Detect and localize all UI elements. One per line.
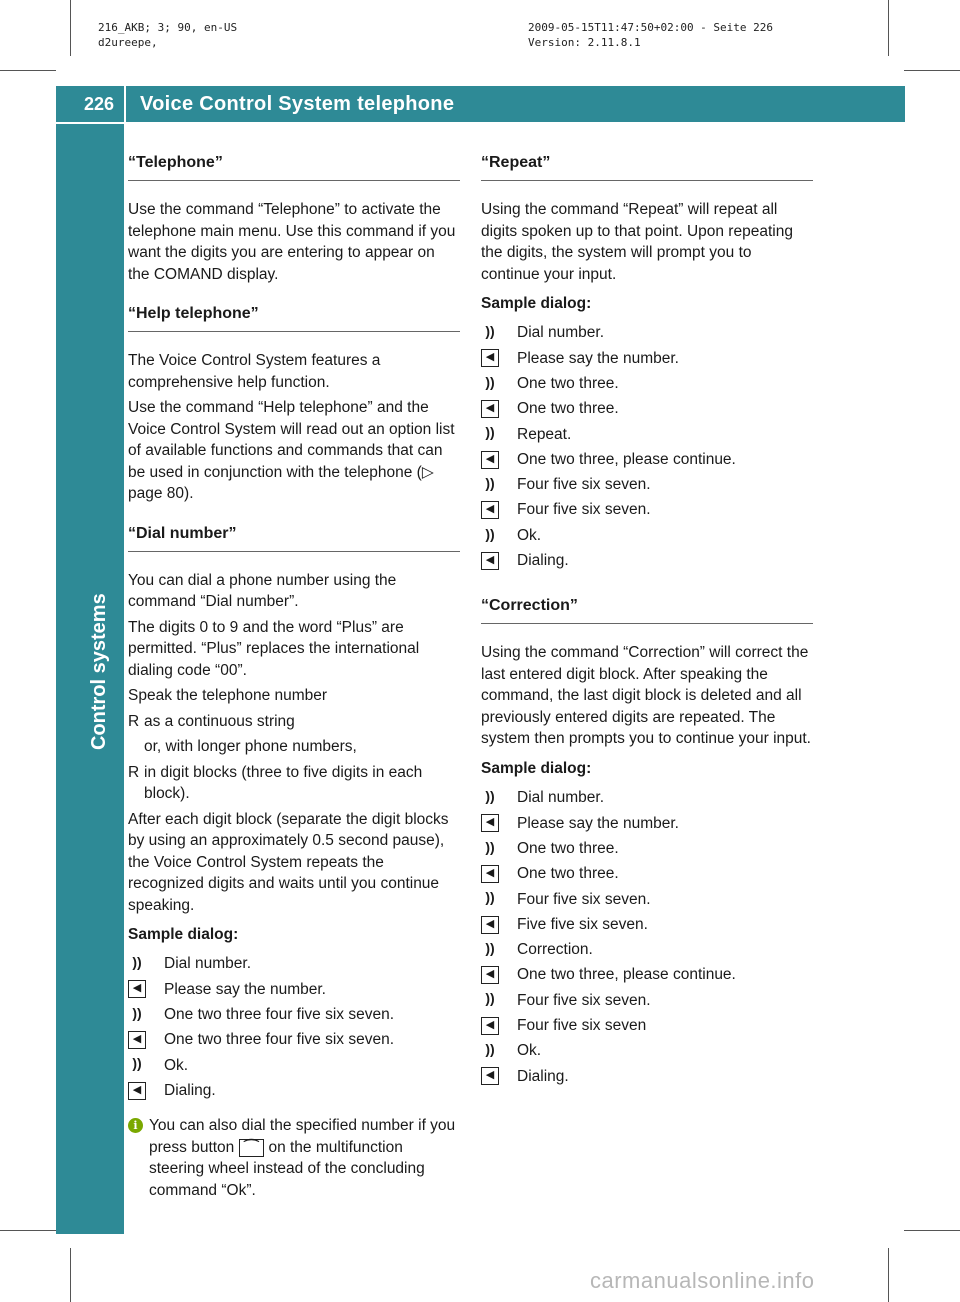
dialog-list — [128, 952, 460, 1104]
dialog-text: Please say the number. — [517, 814, 679, 832]
dialog-text: Four five six seven. — [517, 991, 651, 1009]
speaking-person-icon: )) — [485, 474, 495, 491]
dialog-line — [481, 988, 813, 1013]
dialog-text: Repeat. — [517, 425, 572, 443]
dialog-text: One two three, please continue. — [517, 450, 736, 468]
dialog-text: Please say the number. — [164, 980, 326, 998]
sample-label: Sample dialog: — [128, 926, 239, 943]
dialog-list — [481, 785, 813, 1089]
dialog-text: Dialing. — [517, 552, 569, 570]
page-number: 226 — [84, 94, 115, 114]
info-note — [128, 1115, 460, 1201]
section-heading: “Correction” — [481, 595, 813, 624]
paragraph: The Voice Control System features a comprehensive help function. — [128, 352, 381, 391]
dialog-line — [481, 523, 813, 548]
paragraph: Using the command “Repeat” will repeat all digits spoken up to that point. Upon repeating the digits, the system will prompt you to continue your input. — [481, 201, 793, 283]
dialog-line — [481, 811, 813, 836]
speaking-person-icon: )) — [485, 838, 495, 855]
crop-mark — [0, 1230, 56, 1231]
speaker-icon: ◀ — [481, 1017, 499, 1035]
dialog-text: Four five six seven — [517, 1017, 647, 1035]
paragraph: After each digit block (separate the digit blocks by using an approximately 0.5 second pause), the Voice Control System repeats the recognized digits and waits until you continue speaking. — [128, 810, 449, 914]
list-item-text: as a continuous string — [144, 712, 295, 730]
crop-mark — [904, 1230, 960, 1231]
dialog-text: One two three, please continue. — [517, 966, 736, 984]
dialog-line — [481, 1013, 813, 1038]
phone-button-icon: ⌒ — [239, 1139, 265, 1157]
speaker-icon: ◀ — [128, 1082, 146, 1100]
list-item-text: in digit blocks (three to five digits in each block). — [144, 763, 423, 802]
speaking-person-icon: )) — [485, 525, 495, 542]
dialog-text: Dialing. — [164, 1081, 216, 1099]
dialog-list — [481, 321, 813, 574]
dialog-text: Dial number. — [517, 789, 605, 807]
list-item — [128, 711, 460, 733]
list-item — [128, 762, 460, 805]
dialog-text: Dial number. — [164, 955, 252, 973]
paragraph: You can dial a phone number using the command “Dial number”. — [128, 571, 397, 610]
section-heading: “Telephone” — [128, 152, 460, 181]
dialog-text: Four five six seven. — [517, 890, 651, 908]
dialog-line — [481, 472, 813, 497]
speaker-icon: ◀ — [128, 980, 146, 998]
speaker-icon: ◀ — [481, 552, 499, 570]
bullet-icon: R — [128, 763, 140, 781]
speaking-person-icon: )) — [485, 323, 495, 340]
page-title: Voice Control System telephone — [140, 93, 455, 115]
dialog-text: Ok. — [517, 1042, 542, 1060]
left-column — [128, 152, 460, 1201]
paragraph: Use the command “Telephone” to activate the telephone main menu. Use this command if you want the digits you are entering to appear on the COMAND display. — [128, 201, 456, 283]
speaking-person-icon: )) — [132, 1004, 142, 1021]
dialog-text: One two three. — [517, 374, 619, 392]
dialog-text: Please say the number. — [517, 349, 679, 367]
dialog-line — [481, 396, 813, 421]
crop-mark — [70, 0, 71, 56]
speaking-person-icon: )) — [485, 788, 495, 805]
dialog-text: Ok. — [517, 526, 542, 544]
speaker-icon: ◀ — [481, 451, 499, 469]
dialog-text: Five five six seven. — [517, 915, 648, 933]
speaker-icon: ◀ — [481, 349, 499, 367]
dialog-line — [128, 977, 460, 1002]
sample-label: Sample dialog: — [481, 295, 592, 312]
crop-mark — [70, 1248, 71, 1302]
dialog-line — [481, 785, 813, 810]
speaker-icon: ◀ — [481, 865, 499, 883]
info-icon: i — [128, 1118, 143, 1133]
dialog-line — [481, 861, 813, 886]
paragraph: Use the command “Help telephone” and the Voice Control System will read out an option list of available functions and commands that can be used in conjunction with the telephone (▷ page 80). — [128, 399, 455, 502]
paragraph: Speak the telephone number — [128, 687, 328, 704]
crop-mark — [888, 0, 889, 56]
speaker-icon: ◀ — [481, 966, 499, 984]
dialog-text: Ok. — [164, 1056, 189, 1074]
speaking-person-icon: )) — [485, 1041, 495, 1058]
note-text: You can also dial the specified number if you press button ⌒ on the multifunction steering wheel instead of the concluding command “Ok”. — [149, 1117, 456, 1199]
dialog-line — [128, 1053, 460, 1078]
speaking-person-icon: )) — [485, 889, 495, 906]
section-tab — [73, 430, 113, 750]
paragraph: Using the command “Correction” will correct the last entered digit block. After speaking the command, the last digit block is deleted and all previously entered digits are repeated. The system then prompts you to continue your input. — [481, 644, 811, 748]
crop-mark — [0, 70, 56, 71]
watermark: carmanualsonline.info — [590, 1268, 815, 1293]
dialog-text: One two three four five six seven. — [164, 1031, 395, 1049]
dialog-text: Four five six seven. — [517, 501, 651, 519]
speaker-icon: ◀ — [481, 916, 499, 934]
dialog-line — [128, 952, 460, 977]
sample-label: Sample dialog: — [481, 759, 592, 777]
dialog-line — [481, 548, 813, 573]
dialog-line — [481, 836, 813, 861]
dialog-text: Correction. — [517, 941, 593, 959]
crop-mark — [888, 1248, 889, 1302]
dialog-line — [481, 912, 813, 937]
dialog-line — [481, 887, 813, 912]
list-item-sub: or, with longer phone numbers, — [144, 738, 357, 755]
dialog-text: One two three. — [517, 865, 619, 883]
dialog-text: One two three four five six seven. — [164, 1005, 395, 1023]
speaker-icon: ◀ — [481, 814, 499, 832]
dialog-line — [481, 1064, 813, 1089]
dialog-line — [481, 371, 813, 396]
dialog-line — [481, 937, 813, 962]
dialog-line — [481, 1038, 813, 1063]
dialog-line — [128, 1027, 460, 1052]
dialog-line — [481, 498, 813, 523]
speaker-icon: ◀ — [481, 400, 499, 418]
print-meta-right: 2009-05-15T11:47:50+02:00 - Seite 226 Version: 2.11.8.1 — [528, 21, 774, 49]
dialog-text: One two three. — [517, 839, 619, 857]
print-meta-left: 216_AKB; 3; 90, en-US d2ureepe, — [98, 21, 238, 49]
dialog-line — [481, 321, 813, 346]
paragraph: The digits 0 to 9 and the word “Plus” are permitted. “Plus” replaces the international dialing code “00”. — [128, 618, 420, 679]
dialog-text: One two three. — [517, 400, 619, 418]
speaker-icon: ◀ — [481, 501, 499, 519]
speaker-icon: ◀ — [128, 1031, 146, 1049]
section-label: Control systems — [88, 593, 110, 750]
dialog-text: Dialing. — [517, 1067, 569, 1085]
dialog-line — [481, 346, 813, 371]
section-heading: “Dial number” — [128, 523, 460, 552]
speaking-person-icon: )) — [485, 939, 495, 956]
section-heading: “Repeat” — [481, 152, 813, 181]
dialog-text: Four five six seven. — [517, 476, 651, 494]
dialog-line — [128, 1002, 460, 1027]
section-heading: “Help telephone” — [128, 303, 460, 332]
speaking-person-icon: )) — [485, 990, 495, 1007]
dialog-line — [128, 1078, 460, 1103]
speaking-person-icon: )) — [485, 424, 495, 441]
speaking-person-icon: )) — [485, 373, 495, 390]
crop-mark — [904, 70, 960, 71]
right-column — [481, 152, 813, 1089]
speaker-icon: ◀ — [481, 1067, 499, 1085]
dialog-line — [481, 963, 813, 988]
dialog-line — [481, 447, 813, 472]
speaking-person-icon: )) — [132, 1055, 142, 1072]
dialog-text: Dial number. — [517, 324, 605, 342]
bullet-icon: R — [128, 712, 140, 730]
speaking-person-icon: )) — [132, 954, 142, 971]
dialog-line — [481, 422, 813, 447]
